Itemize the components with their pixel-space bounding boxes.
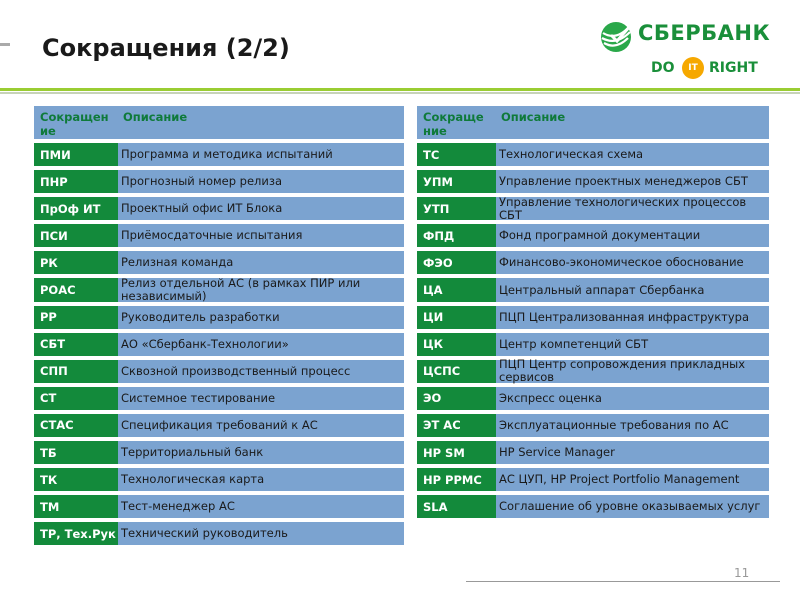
- abbreviation-cell: ЦА: [417, 278, 496, 301]
- abbreviation-cell: СТАС: [34, 414, 118, 437]
- abbreviation-cell: СТ: [34, 387, 118, 410]
- description-cell: Тест-менеджер АС: [118, 495, 404, 518]
- description-cell: Программа и методика испытаний: [118, 143, 404, 166]
- table-row: [34, 170, 404, 193]
- abbreviation-cell: ЭО: [417, 387, 496, 410]
- table-row: [417, 194, 769, 222]
- table-row: [34, 495, 404, 518]
- abbreviation-cell: ЦК: [417, 333, 496, 356]
- header-rule-grey: [0, 92, 800, 94]
- abbreviation-cell: ФЭО: [417, 251, 496, 274]
- description-cell: Системное тестирование: [118, 387, 404, 410]
- description-cell: Центральный аппарат Сбербанка: [496, 278, 769, 301]
- description-cell: ПЦП Центр сопровождения прикладных сервисов: [496, 360, 769, 383]
- table-row: [34, 387, 404, 410]
- abbreviation-cell: HP PPMC: [417, 468, 496, 491]
- abbreviations-table-left: [34, 106, 404, 549]
- sberbank-logo: [596, 17, 776, 87]
- description-cell: Технологическая схема: [496, 143, 769, 166]
- abbreviation-cell: УПМ: [417, 170, 496, 193]
- table-row: [34, 468, 404, 491]
- tagline-it-badge: IT: [682, 57, 704, 79]
- abbreviation-cell: HP SM: [417, 441, 496, 464]
- logo-tagline: [651, 59, 761, 81]
- abbreviation-cell: ТБ: [34, 441, 118, 464]
- description-cell: Спецификация требований к АС: [118, 414, 404, 437]
- sberbank-leaf-icon: [598, 19, 634, 55]
- table-row: [34, 276, 404, 304]
- description-cell: Релизная команда: [118, 251, 404, 274]
- table-row: [417, 468, 769, 491]
- description-cell: Территориальный банк: [118, 441, 404, 464]
- table-row: [34, 143, 404, 166]
- abbreviation-cell: РК: [34, 251, 118, 274]
- description-cell: Руководитель разработки: [118, 306, 404, 329]
- table-row: [417, 333, 769, 356]
- abbreviation-cell: ПрОф ИТ: [34, 197, 118, 220]
- table-row: [417, 170, 769, 193]
- table-row: [417, 441, 769, 464]
- table-row: [34, 522, 404, 545]
- description-cell: Соглашение об уровне оказываемых услуг: [496, 495, 769, 518]
- header-description: Описание: [123, 110, 188, 124]
- description-cell: HP Service Manager: [496, 441, 769, 464]
- table-row: [417, 387, 769, 410]
- header-abbreviation: Сокращен ие: [40, 110, 109, 138]
- abbreviation-cell: РОАС: [34, 278, 118, 301]
- table-row: [417, 357, 769, 385]
- table-row: [34, 360, 404, 383]
- table-row: [34, 251, 404, 274]
- table-row: [417, 306, 769, 329]
- abbreviation-cell: ПНР: [34, 170, 118, 193]
- description-cell: Релиз отдельной АС (в рамках ПИР или независимый): [118, 278, 404, 301]
- description-cell: Финансово-экономическое обоснование: [496, 251, 769, 274]
- table-row: [34, 414, 404, 437]
- abbreviation-cell: СБТ: [34, 333, 118, 356]
- abbreviation-cell: SLA: [417, 495, 496, 518]
- description-cell: Технологическая карта: [118, 468, 404, 491]
- table-row: [34, 333, 404, 356]
- description-cell: Технический руководитель: [118, 522, 404, 545]
- description-cell: Центр компетенций СБТ: [496, 333, 769, 356]
- logo-wordmark: СБЕРБАНК: [638, 21, 771, 45]
- abbreviation-cell: ФПД: [417, 224, 496, 247]
- abbreviation-cell: ТМ: [34, 495, 118, 518]
- abbreviation-cell: ТС: [417, 143, 496, 166]
- abbreviation-cell: ЭТ АС: [417, 414, 496, 437]
- table-row: [34, 197, 404, 220]
- table-row: [417, 278, 769, 301]
- description-cell: Эксплуатационные требования по АС: [496, 414, 769, 437]
- abbreviation-cell: ТР, Тех.Рук: [34, 522, 118, 545]
- table-row: [417, 495, 769, 518]
- description-cell: Приёмосдаточные испытания: [118, 224, 404, 247]
- table-header: [417, 106, 769, 139]
- abbreviation-cell: ТК: [34, 468, 118, 491]
- header-description: Описание: [501, 110, 566, 124]
- table-row: [34, 441, 404, 464]
- description-cell: Проектный офис ИТ Блока: [118, 197, 404, 220]
- table-row: [34, 306, 404, 329]
- description-cell: Управление проектных менеджеров СБТ: [496, 170, 769, 193]
- description-cell: Прогнозный номер релиза: [118, 170, 404, 193]
- table-row: [417, 224, 769, 247]
- slide-title: Сокращения (2/2): [42, 34, 290, 62]
- table-header: [34, 106, 404, 139]
- abbreviation-cell: ЦИ: [417, 306, 496, 329]
- abbreviation-cell: ПСИ: [34, 224, 118, 247]
- tagline-right: RIGHT: [709, 60, 758, 76]
- left-edge-tick: [0, 43, 10, 46]
- description-cell: Экспресс оценка: [496, 387, 769, 410]
- table-row: [417, 143, 769, 166]
- abbreviations-table-right: [417, 106, 769, 522]
- abbreviation-cell: ПМИ: [34, 143, 118, 166]
- description-cell: Управление технологических процессов СБТ: [496, 197, 769, 220]
- abbreviation-cell: РР: [34, 306, 118, 329]
- table-row: [417, 414, 769, 437]
- abbreviation-cell: ЦСПС: [417, 360, 496, 383]
- table-row: [417, 251, 769, 274]
- footer-rule: [466, 581, 780, 582]
- page-number: 11: [734, 566, 750, 580]
- header-rule-green: [0, 88, 800, 91]
- description-cell: Фонд програмной документации: [496, 224, 769, 247]
- tagline-do: DO: [651, 60, 675, 76]
- table-row: [34, 224, 404, 247]
- header-abbreviation: Сокраще ние: [423, 110, 484, 138]
- description-cell: АО «Сбербанк-Технологии»: [118, 333, 404, 356]
- abbreviation-cell: УТП: [417, 197, 496, 220]
- description-cell: ПЦП Централизованная инфраструктура: [496, 306, 769, 329]
- description-cell: АС ЦУП, HP Project Portfolio Management: [496, 468, 769, 491]
- description-cell: Сквозной производственный процесс: [118, 360, 404, 383]
- abbreviation-cell: СПП: [34, 360, 118, 383]
